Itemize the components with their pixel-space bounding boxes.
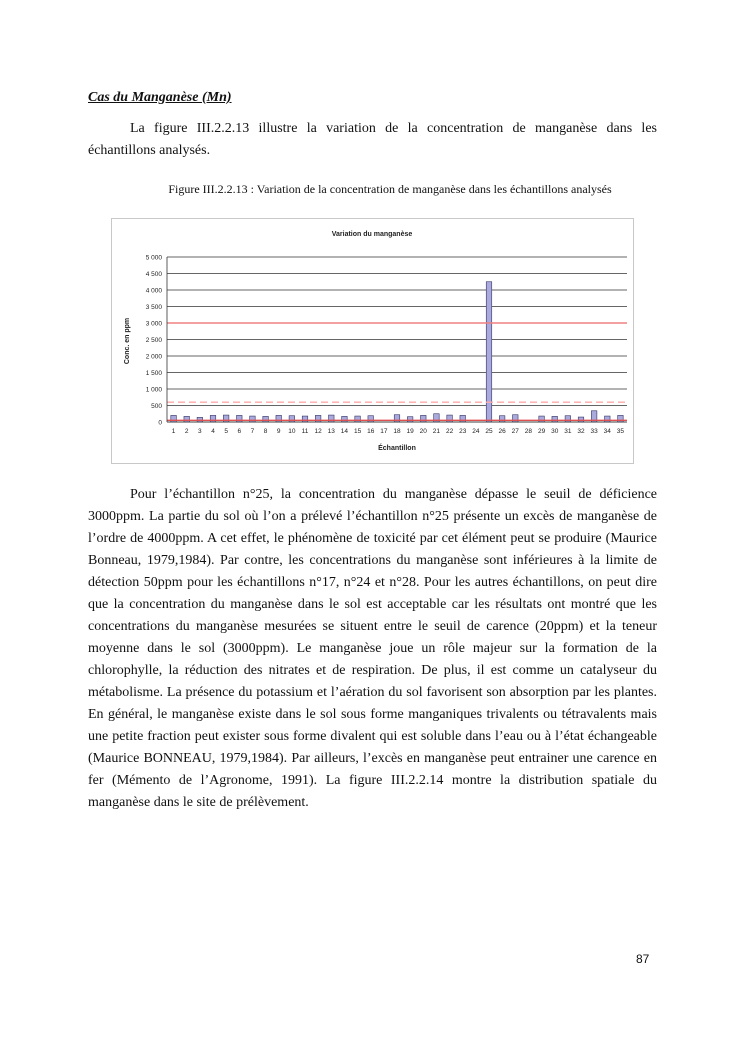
x-tick-label: 29	[537, 428, 546, 435]
x-tick-label: 25	[485, 428, 493, 435]
bar-sample-16	[368, 416, 374, 422]
manganese-chart	[111, 218, 634, 464]
y-tick-label: 500	[151, 403, 162, 410]
bar-sample-7	[250, 416, 256, 422]
y-tick-label: 1 000	[145, 386, 162, 394]
chart-svg	[112, 219, 633, 463]
x-tick-label: 31	[564, 428, 572, 435]
x-tick-label: 30	[551, 428, 559, 435]
x-tick-label: 21	[432, 428, 441, 435]
bar-sample-34	[605, 416, 611, 422]
chart-x-axis-label: Échantillon	[378, 445, 416, 452]
x-tick-label: 7	[250, 428, 255, 435]
chart-title: Variation du manganèse	[331, 231, 413, 238]
x-tick-label: 19	[406, 428, 414, 435]
x-tick-label: 14	[340, 428, 349, 435]
bar-sample-10	[289, 416, 295, 422]
x-tick-label: 35	[616, 428, 625, 435]
x-tick-label: 18	[393, 428, 401, 435]
x-tick-label: 34	[603, 428, 611, 435]
x-tick-label: 28	[524, 428, 533, 435]
x-tick-label: 33	[590, 428, 598, 435]
y-tick-label: 4 000	[145, 287, 162, 295]
x-tick-label: 24	[472, 428, 480, 435]
bar-sample-2	[184, 416, 190, 422]
body-paragraph: Pour l’échantillon n°25, la concentration du manganèse dépasse le seuil de déficience 3000ppm. La partie du sol où l’on a prélevé l’échantillon n°25 présente un excès de manganèse de l’ordre de 4000ppm. A cet effet, le phénomène de toxicité par cet élément peut se produire (Maurice Bonneau, 1979,1984). Par contre, les concentrations du manganèse sont inférieures à la limite de détection 50ppm pour les échantillons n°17, n°24 et n°28. Pour les autres échantillons, on peut dire que la concentration du manganèse dans le sol est acceptable car les résultats ont montré que les concentrations du manganèse mesurées se situent entre le seuil de carence (20ppm) et la teneur moyenne dans le sol (3000ppm). Le manganèse joue un rôle majeur sur la formation de la chlorophylle, la réduction des nitrates et de respiration. De plus, il est comme un catalyseur du métabolisme. La présence du potassium et l’aération du sol favorisent son absorption par les plantes. En général, le manganèse existe dans le sol sous forme manganiques trivalents ou tétravalents mais une petite fraction peut exister sous forme divalent qui est soluble dans l’eau ou à l’état échangeable (Maurice BONNEAU, 1979,1984). Par ailleurs, l’excès en manganèse peut entrainer une carence en fer (Mémento de l’Agronome, 1991). La figure III.2.2.14 montre la distribution spatiale du manganèse dans le site de prélèvement.	[88, 487, 657, 810]
x-tick-label: 11	[301, 428, 309, 435]
x-tick-label: 2	[184, 428, 189, 435]
section-heading: Cas du Manganèse (Mn)	[88, 90, 232, 105]
bar-sample-32	[578, 417, 584, 422]
x-tick-label: 8	[263, 428, 268, 435]
page-number: 87	[636, 952, 650, 966]
x-tick-label: 16	[367, 428, 375, 435]
bar-sample-8	[263, 416, 269, 422]
x-tick-label: 5	[224, 428, 228, 435]
figure-caption: Figure III.2.2.13 : Variation de la concentration de manganèse dans les échantillons analysés	[168, 182, 612, 196]
bar-sample-11	[302, 416, 308, 422]
x-tick-label: 17	[380, 428, 388, 435]
x-tick-label: 4	[211, 428, 215, 435]
x-tick-label: 23	[459, 428, 467, 435]
intro-paragraph: La figure III.2.2.13 illustre la variation de la concentration de manganèse dans les échantillons analysés.	[88, 121, 657, 158]
bar-sample-25	[486, 282, 492, 422]
x-tick-label: 6	[237, 428, 242, 435]
x-tick-label: 22	[445, 428, 454, 435]
bar-sample-14	[342, 416, 348, 422]
x-tick-label: 13	[327, 428, 335, 435]
x-tick-label: 15	[353, 428, 362, 435]
x-tick-label: 9	[276, 428, 281, 435]
y-tick-label: 0	[158, 419, 162, 427]
x-tick-label: 26	[498, 428, 506, 435]
x-tick-label: 3	[198, 428, 202, 435]
bar-sample-15	[355, 416, 361, 422]
x-tick-label: 27	[511, 428, 519, 435]
y-tick-label: 2 000	[145, 353, 162, 361]
chart-grid	[167, 257, 627, 422]
x-tick-label: 12	[314, 428, 322, 435]
x-tick-label: 32	[577, 428, 585, 435]
y-tick-label: 1 500	[145, 370, 162, 377]
chart-x-ticks	[172, 428, 625, 435]
bar-sample-30	[552, 416, 558, 422]
x-tick-label: 1	[171, 428, 176, 435]
bar-sample-31	[565, 416, 571, 422]
y-tick-label: 3 000	[145, 320, 162, 328]
x-tick-label: 10	[288, 428, 296, 435]
y-tick-label: 4 500	[145, 271, 162, 278]
y-tick-label: 5 000	[145, 254, 162, 262]
bar-sample-29	[539, 416, 545, 422]
chart-y-axis-label: Conc. en ppm	[124, 317, 131, 365]
x-tick-label: 20	[419, 428, 427, 435]
y-tick-label: 3 500	[145, 304, 162, 311]
chart-bars	[171, 282, 623, 422]
bar-sample-19	[407, 417, 413, 422]
chart-y-ticks	[146, 255, 163, 427]
bar-sample-26	[499, 416, 505, 422]
y-tick-label: 2 500	[145, 337, 162, 344]
